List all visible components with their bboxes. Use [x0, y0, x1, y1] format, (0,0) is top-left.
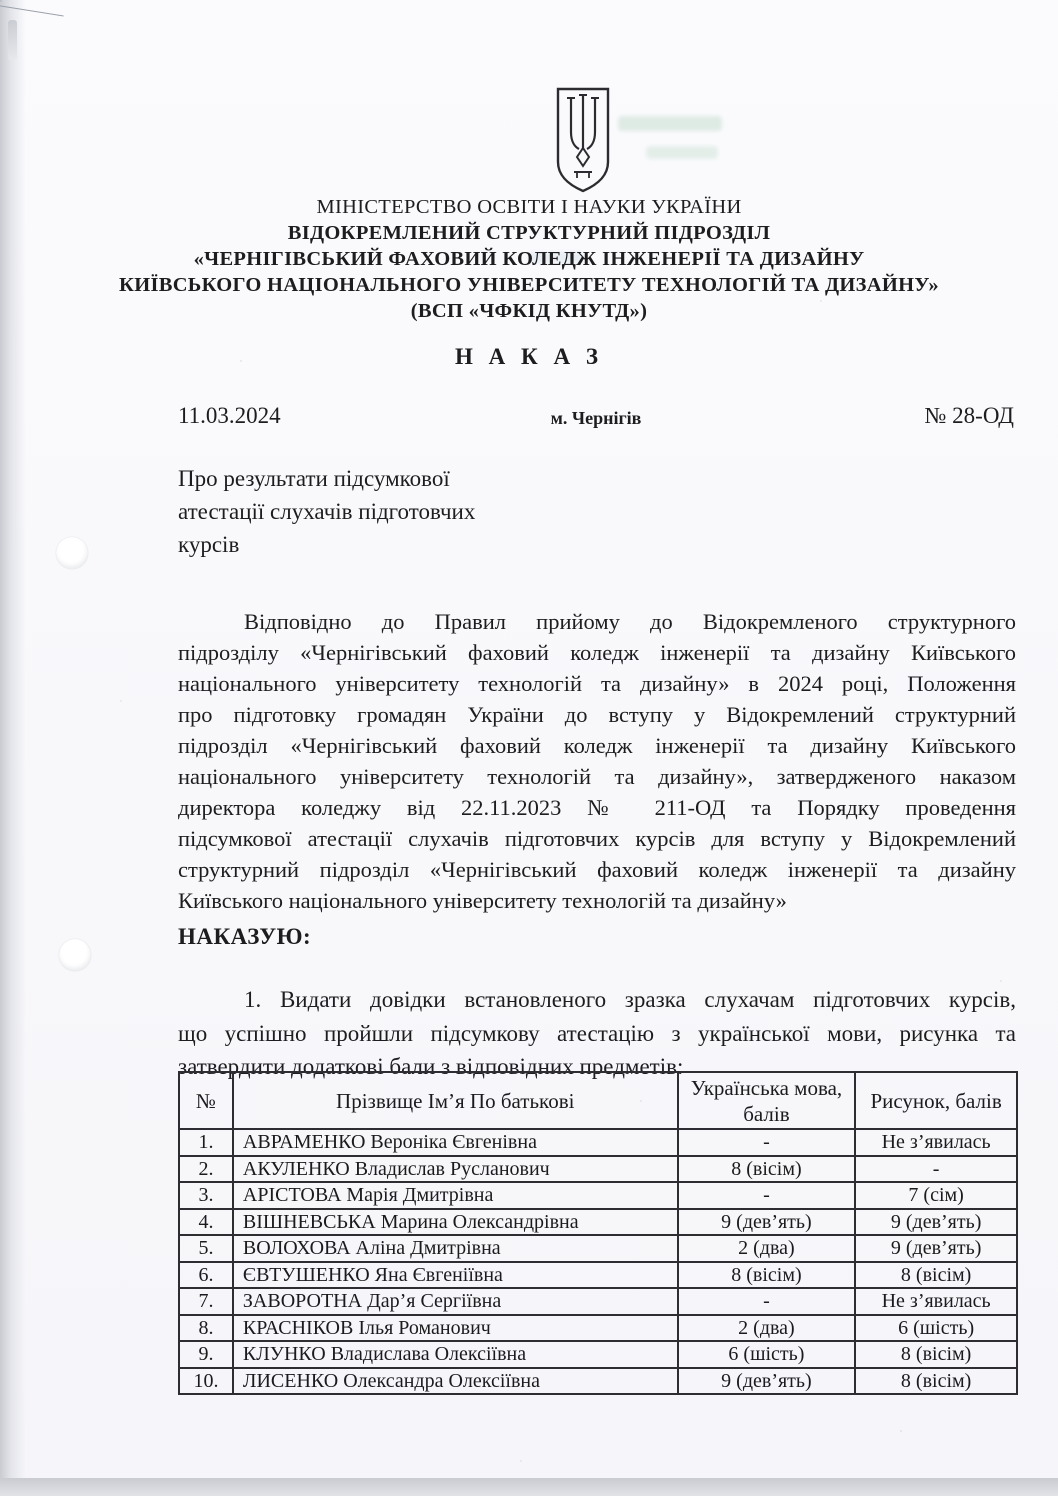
drawing-score-cell: 6 (шість)	[855, 1315, 1017, 1342]
drawing-score-cell: -	[855, 1156, 1017, 1183]
scan-corner-mark	[8, 20, 17, 60]
row-number-cell: 4.	[179, 1209, 233, 1236]
ukraine-trident-emblem-icon	[554, 86, 612, 194]
student-name-cell: ЄВТУШЕНКО Яна Євгеніївна	[233, 1262, 678, 1289]
drawing-score-cell: Не з’явилась	[855, 1288, 1017, 1315]
ukrainian-score-cell: -	[678, 1129, 856, 1156]
text-line: курсів	[178, 532, 240, 557]
text-line: атестації слухачів підготовчих	[178, 499, 476, 524]
row-number-cell: 10.	[179, 1368, 233, 1395]
college-name-line-2: КИЇВСЬКОГО НАЦІОНАЛЬНОГО УНІВЕРСИТЕТУ ТЕХНОЛОГІЙ ТА ДИЗАЙНУ»	[119, 274, 939, 296]
ukrainian-score-cell: 6 (шість)	[678, 1341, 856, 1368]
drawing-score-cell: 9 (дев’ять)	[855, 1235, 1017, 1262]
row-number-cell: 6.	[179, 1262, 233, 1289]
row-number-cell: 8.	[179, 1315, 233, 1342]
drawing-score-cell: 8 (вісім)	[855, 1341, 1017, 1368]
student-name-cell: ВОЛОХОВА Аліна Дмитрівна	[233, 1235, 678, 1262]
table-row	[179, 1156, 1017, 1183]
text-line: підрозділу «Чернігівський фаховий коледж інженерії та дизайну Київського	[178, 640, 1016, 665]
table-row	[179, 1129, 1017, 1156]
table-row	[179, 1209, 1017, 1236]
drawing-score-cell: 7 (сім)	[855, 1182, 1017, 1209]
table-row	[179, 1315, 1017, 1342]
row-number-cell: 2.	[179, 1156, 233, 1183]
order-title: Н А К А З	[455, 344, 603, 369]
text-line: підрозділ «Чернігівський фаховий коледж інженерії та дизайну Київського	[178, 733, 1016, 758]
header-full-name: Прізвище Ім’я По батькові	[233, 1072, 678, 1129]
order-preamble	[178, 606, 1016, 916]
student-name-cell: ЗАВОРОТНА Дар’я Сергіївна	[233, 1288, 678, 1315]
row-number-cell: 9.	[179, 1341, 233, 1368]
order-city: м. Чернігів	[550, 408, 642, 428]
text-line: директора коледжу від 22.11.2023 № 211-ОД та Порядку проведення	[178, 795, 1016, 820]
text-line: структурний підрозділ «Чернігівський фаховий коледж інженерії та дизайну	[178, 857, 1016, 882]
unit-line: ВІДОКРЕМЛЕНИЙ СТРУКТУРНИЙ ПІДРОЗДІЛ	[287, 222, 771, 244]
header-ukrainian: Українська мова, балів	[678, 1072, 856, 1129]
ink-bleed-artifact	[618, 116, 722, 131]
text-line: 1. Видати довідки встановленого зразка слухачам підготовчих курсів,	[244, 987, 1016, 1012]
college-name-line-1: «ЧЕРНІГІВСЬКИЙ ФАХОВИЙ КОЛЕДЖ ІНЖЕНЕРІЇ ТА ДИЗАЙНУ	[193, 248, 865, 270]
drawing-score-cell: 8 (вісім)	[855, 1368, 1017, 1395]
table-row	[179, 1182, 1017, 1209]
row-number-cell: 3.	[179, 1182, 233, 1209]
ukrainian-score-cell: 2 (два)	[678, 1315, 856, 1342]
letterhead	[110, 194, 948, 324]
order-date: 11.03.2024	[178, 403, 281, 428]
ukrainian-score-cell: 2 (два)	[678, 1235, 856, 1262]
table-row	[179, 1235, 1017, 1262]
table-header	[179, 1072, 1017, 1129]
table-body	[179, 1129, 1017, 1394]
text-line: Київського національного університету технологій та дизайну»	[178, 888, 787, 913]
table-row	[179, 1368, 1017, 1395]
student-name-cell: АВРАМЕНКО Вероніка Євгенівна	[233, 1129, 678, 1156]
decree-heading: НАКАЗУЮ:	[178, 924, 312, 949]
ukrainian-score-cell: -	[678, 1182, 856, 1209]
student-name-cell: ВІШНЕВСЬКА Марина Олександрівна	[233, 1209, 678, 1236]
punch-hole	[56, 537, 88, 569]
student-name-cell: АРІСТОВА Марія Дмитрівна	[233, 1182, 678, 1209]
drawing-score-cell: 8 (вісім)	[855, 1262, 1017, 1289]
text-line: про підготовку громадян України до вступу у Відокремлений структурний	[178, 702, 1016, 727]
table-row	[179, 1288, 1017, 1315]
scan-left-edge	[0, 0, 26, 1478]
attestation-results-table	[178, 1071, 1018, 1395]
student-name-cell: КЛУНКО Владислава Олексіївна	[233, 1341, 678, 1368]
row-number-cell: 5.	[179, 1235, 233, 1262]
scan-noise	[0, 0, 2, 2]
header-number: №	[179, 1072, 233, 1129]
punch-hole	[59, 939, 91, 971]
ukrainian-score-cell: 9 (дев’ять)	[678, 1209, 856, 1236]
drawing-score-cell: Не з’явилась	[855, 1129, 1017, 1156]
student-name-cell: КРАСНІКОВ Ілья Романович	[233, 1315, 678, 1342]
drawing-score-cell: 9 (дев’ять)	[855, 1209, 1017, 1236]
text-line: Про результати підсумкової	[178, 466, 450, 491]
order-item-1	[178, 983, 1016, 1084]
ukrainian-score-cell: 8 (вісім)	[678, 1156, 856, 1183]
student-name-cell: АКУЛЕНКО Владислав Русланович	[233, 1156, 678, 1183]
table-row	[179, 1341, 1017, 1368]
table-row	[179, 1262, 1017, 1289]
text-line: національного університету технологій та дизайну», затвердженого наказом	[178, 764, 1016, 789]
ukrainian-score-cell: 8 (вісім)	[678, 1262, 856, 1289]
row-number-cell: 7.	[179, 1288, 233, 1315]
scan-bottom-edge	[0, 1478, 1058, 1496]
text-line: затвердити додаткові бали з відповідних предметів:	[178, 1054, 684, 1079]
row-number-cell: 1.	[179, 1129, 233, 1156]
text-line: що успішно пройшли підсумкову атестацію з української мови, рисунка та	[178, 1020, 1016, 1046]
ink-bleed-artifact	[646, 146, 718, 159]
order-meta-row	[178, 403, 1014, 433]
text-line: Відповідно до Правил прийому до Відокремленого структурного	[244, 609, 1016, 634]
ukrainian-score-cell: 9 (дев’ять)	[678, 1368, 856, 1395]
header-drawing: Рисунок, балів	[855, 1072, 1017, 1129]
text-line: підсумкової атестації слухачів підготовчих курсів для вступу у Відокремлений	[178, 826, 1016, 851]
ministry-line: МІНІСТЕРСТВО ОСВІТИ І НАУКИ УКРАЇНИ	[316, 196, 742, 218]
college-abbr-line: (ВСП «ЧФКІД КНУТД»)	[410, 300, 648, 322]
order-subject	[178, 462, 698, 561]
text-line: національного університету технологій та дизайну» в 2024 році, Положення	[178, 671, 1016, 696]
ukrainian-score-cell: -	[678, 1288, 856, 1315]
student-name-cell: ЛИСЕНКО Олександра Олексіївна	[233, 1368, 678, 1395]
order-number: № 28-ОД	[924, 403, 1014, 428]
